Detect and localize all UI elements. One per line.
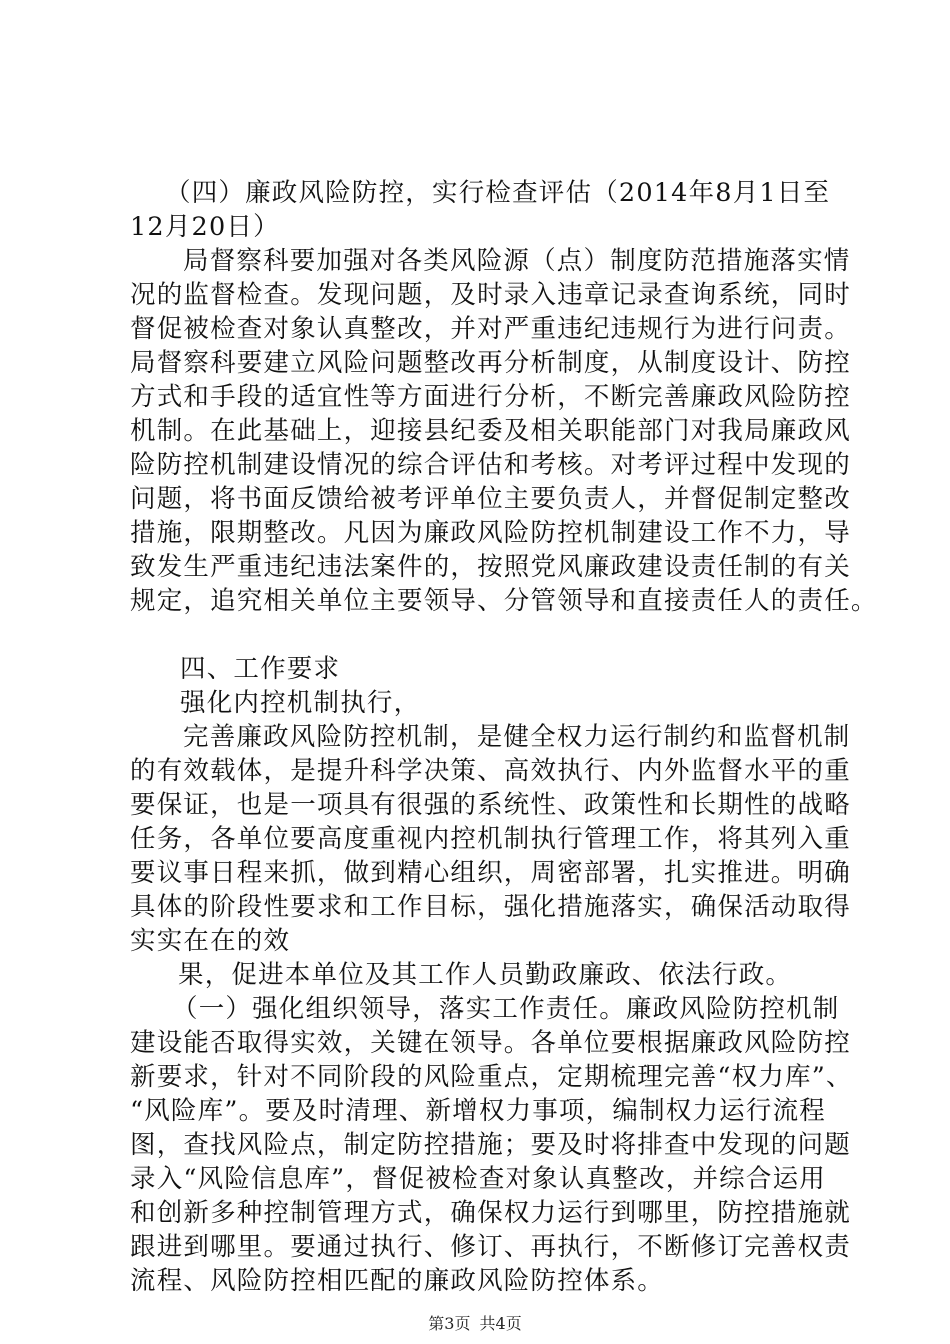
paragraph-line: 要保证，也是一项具有很强的系统性、政策性和长期性的战略 xyxy=(130,790,851,820)
paragraph-line: 具体的阶段性要求和工作目标，强化措施落实，确保活动取得 xyxy=(130,892,851,922)
paragraph-line: 果，促进本单位及其工作人员勤政廉政、依法行政。 xyxy=(178,960,793,990)
paragraph-line: 局督察科要建立风险问题整改再分析制度，从制度设计、防控 xyxy=(130,348,851,378)
paragraph-line: 要议事日程来抓，做到精心组织，周密部署，扎实推进。明确 xyxy=(130,858,851,888)
paragraph-line: 完善廉政风险防控机制，是健全权力运行制约和监督机制 xyxy=(183,722,851,752)
paragraph-line: 新要求，针对不同阶段的风险重点，定期梳理完善“权力库”、 xyxy=(130,1062,853,1092)
subheading-line: 强化内控机制执行， xyxy=(180,688,421,718)
section-heading-work-requirements: 四、工作要求 xyxy=(180,654,341,684)
section-heading-4-cont: 12月20日） xyxy=(130,212,280,242)
page-number: 第3页 xyxy=(428,1314,471,1333)
paragraph-line: 致发生严重违纪违法案件的，按照党风廉政建设责任制的有关 xyxy=(130,552,851,582)
paragraph-line: 规定，追究相关单位主要领导、分管领导和直接责任人的责任。 xyxy=(130,586,878,616)
paragraph-line: 况的监督检查。发现问题，及时录入违章记录查询系统，同时 xyxy=(130,280,851,310)
page-total: 共4页 xyxy=(479,1314,522,1333)
paragraph-line: 措施，限期整改。凡因为廉政风险防控机制建设工作不力，导 xyxy=(130,518,851,548)
paragraph-line: 图，查找风险点，制定防控措施；要及时将排查中发现的问题 xyxy=(130,1130,851,1160)
paragraph-line: 建设能否取得实效，关键在领导。各单位要根据廉政风险防控 xyxy=(130,1028,851,1058)
paragraph-line: 督促被检查对象认真整改，并对严重违纪违规行为进行问责。 xyxy=(130,314,851,344)
paragraph-line: 和创新多种控制管理方式，确保权力运行到哪里，防控措施就 xyxy=(130,1198,851,1228)
paragraph-line: 跟进到哪里。要通过执行、修订、再执行，不断修订完善权责 xyxy=(130,1232,851,1262)
section-heading-4: （四）廉政风险防控，实行检查评估（2014年8月1日至 xyxy=(165,178,831,208)
paragraph-line: 的有效载体，是提升科学决策、高效执行、内外监督水平的重 xyxy=(130,756,851,786)
paragraph-line: 录入“风险信息库”，督促被检查对象认真整改，并综合运用 xyxy=(130,1164,826,1194)
paragraph-line: 机制。在此基础上，迎接县纪委及相关职能部门对我局廉政风 xyxy=(130,416,851,446)
paragraph-line: “风险库”。要及时清理、新增权力事项，编制权力运行流程 xyxy=(130,1096,826,1126)
paragraph-line: （一）强化组织领导，落实工作责任。廉政风险防控机制 xyxy=(172,994,840,1024)
page-footer xyxy=(0,1314,950,1334)
paragraph-line: 问题，将书面反馈给被考评单位主要负责人，并督促制定整改 xyxy=(130,484,851,514)
paragraph-line: 实实在在的效 xyxy=(130,926,291,956)
paragraph-line: 局督察科要加强对各类风险源（点）制度防范措施落实情 xyxy=(183,246,851,276)
paragraph-line: 方式和手段的适宜性等方面进行分析，不断完善廉政风险防控 xyxy=(130,382,851,412)
paragraph-line: 任务，各单位要高度重视内控机制执行管理工作，将其列入重 xyxy=(130,824,851,854)
paragraph-line: 险防控机制建设情况的综合评估和考核。对考评过程中发现的 xyxy=(130,450,851,480)
paragraph-line: 流程、风险防控相匹配的廉政风险防控体系。 xyxy=(130,1266,665,1296)
